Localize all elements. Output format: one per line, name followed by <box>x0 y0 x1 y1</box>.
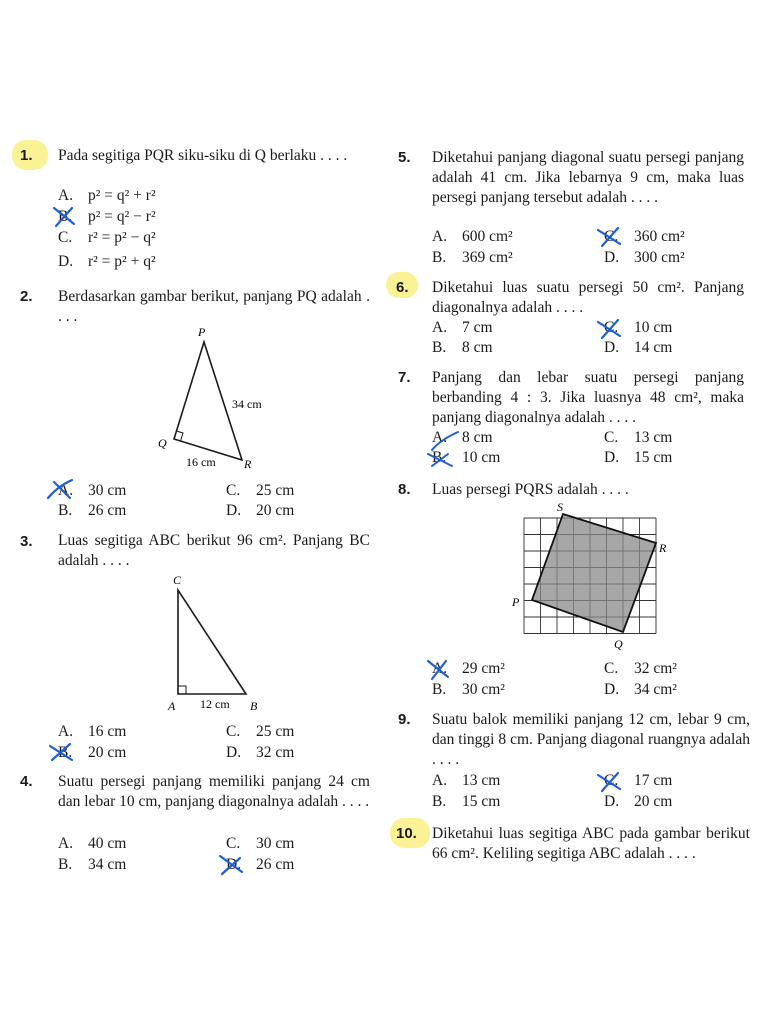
option-b[interactable] <box>432 792 500 812</box>
option-text: 13 cm <box>462 772 501 789</box>
option-b[interactable] <box>432 338 493 358</box>
option-letter: B. <box>58 744 73 761</box>
answer-cross-mark-icon <box>424 657 456 681</box>
option-letter: C. <box>226 835 241 852</box>
triangle-abc-figure <box>160 570 270 715</box>
answer-cross-mark-icon <box>594 316 626 340</box>
option-letter: C. <box>226 482 241 499</box>
option-d[interactable] <box>604 680 677 700</box>
question-stem: Luas persegi PQRS adalah . . . . <box>432 481 629 498</box>
answer-cross-mark-icon <box>422 426 468 468</box>
option-letter: D. <box>604 449 620 466</box>
question-number: 10. <box>396 825 417 842</box>
option-letter: B. <box>432 681 447 698</box>
question-stem: Diketahui luas segitiga ABC pada gambar berikut 66 cm². Keliling segitiga ABC adalah . . . . <box>432 825 750 862</box>
option-text: 40 cm <box>88 835 127 852</box>
option-a[interactable] <box>58 186 156 206</box>
question-stem: Panjang dan lebar suatu persegi panjang berbanding 4 : 3. Jika luasnya 48 cm², maka panjang diagonalnya adalah . . . . <box>432 369 744 426</box>
option-letter: B. <box>58 856 73 873</box>
option-letter: B. <box>58 208 73 225</box>
option-text: 30 cm² <box>462 681 505 698</box>
option-c[interactable] <box>226 834 294 854</box>
option-text: 20 cm <box>256 502 295 519</box>
option-text: 8 cm <box>462 339 493 356</box>
option-text: r² = p² − q² <box>88 229 156 246</box>
option-letter: D. <box>604 793 620 810</box>
answer-cross-mark-icon <box>594 224 626 248</box>
option-text: 26 cm <box>256 856 295 873</box>
option-letter: C. <box>604 319 619 336</box>
option-text: 10 cm <box>634 319 673 336</box>
option-text: 20 cm <box>88 744 127 761</box>
option-letter: C. <box>604 660 619 677</box>
option-letter: C. <box>604 429 619 446</box>
option-text: 8 cm <box>462 429 493 446</box>
option-a[interactable] <box>432 227 513 247</box>
question-number: 2. <box>20 288 33 305</box>
answer-cross-mark-icon <box>46 740 78 764</box>
option-letter: D. <box>226 856 242 873</box>
option-letter: A. <box>432 228 448 245</box>
option-c[interactable] <box>604 428 672 448</box>
option-letter: D. <box>604 339 620 356</box>
question-stem: Luas segitiga ABC berikut 96 cm². Panjang BC adalah . . . . <box>58 532 370 569</box>
option-text: 360 cm² <box>634 228 685 245</box>
option-text: 26 cm <box>88 502 127 519</box>
option-letter: B. <box>432 449 447 466</box>
option-text: 34 cm² <box>634 681 677 698</box>
option-text: 30 cm <box>88 482 127 499</box>
vertex-label-p: P <box>512 595 520 609</box>
option-a[interactable] <box>58 834 126 854</box>
option-text: 29 cm² <box>462 660 505 677</box>
option-text: r² = p² + q² <box>88 253 156 270</box>
option-text: 17 cm <box>634 772 673 789</box>
question-number: 1. <box>20 147 33 164</box>
base-length-label: 16 cm <box>186 455 216 469</box>
option-text: p² = q² + r² <box>88 187 156 204</box>
option-text: 7 cm <box>462 319 493 336</box>
option-text: 369 cm² <box>462 249 513 266</box>
question-number: 6. <box>396 279 409 296</box>
question-number: 3. <box>20 533 33 550</box>
answer-cross-mark-icon <box>216 852 248 876</box>
option-letter: C. <box>604 228 619 245</box>
option-a[interactable] <box>432 771 500 791</box>
option-letter: D. <box>226 744 242 761</box>
question-number: 4. <box>20 773 33 790</box>
option-d[interactable] <box>58 252 156 272</box>
option-d[interactable] <box>604 338 672 358</box>
option-letter: D. <box>226 502 242 519</box>
option-text: 20 cm <box>634 793 673 810</box>
option-d[interactable] <box>604 792 672 812</box>
vertex-label-q: Q <box>158 436 167 450</box>
vertex-label-r: R <box>659 541 667 555</box>
vertex-label-q: Q <box>614 637 623 651</box>
option-d[interactable] <box>604 248 685 268</box>
vertex-label-s: S <box>557 500 563 514</box>
option-letter: B. <box>58 502 73 519</box>
option-text: 32 cm² <box>634 660 677 677</box>
option-c[interactable] <box>226 722 294 742</box>
option-letter: D. <box>604 249 620 266</box>
option-text: p² = q² − r² <box>88 208 156 225</box>
option-letter: C. <box>604 772 619 789</box>
option-letter: A. <box>432 319 448 336</box>
option-letter: B. <box>432 249 447 266</box>
answer-cross-mark-icon <box>44 476 78 502</box>
option-d[interactable] <box>226 501 294 521</box>
option-letter: A. <box>432 429 448 446</box>
question-stem: Suatu persegi panjang memiliki panjang 24 cm dan lebar 10 cm, panjang diagonalnya adalah . . . . <box>58 773 370 810</box>
option-text: 300 cm² <box>634 249 685 266</box>
question-stem: Diketahui luas suatu persegi 50 cm². Panjang diagonalnya adalah . . . . <box>432 279 744 316</box>
option-letter: A. <box>58 187 74 204</box>
option-text: 14 cm <box>634 339 673 356</box>
option-letter: D. <box>58 253 74 270</box>
vertex-label-c: C <box>173 573 182 587</box>
option-text: 34 cm <box>88 856 127 873</box>
answer-cross-mark-icon <box>594 769 626 793</box>
option-letter: A. <box>58 723 74 740</box>
option-text: 15 cm <box>462 793 501 810</box>
hypotenuse-length-label: 34 cm <box>232 397 262 411</box>
vertex-label-r: R <box>244 457 252 471</box>
option-c[interactable] <box>604 659 677 679</box>
option-letter: A. <box>58 835 74 852</box>
option-letter: A. <box>432 772 448 789</box>
vertex-label-b: B <box>250 699 258 713</box>
option-text: 25 cm <box>256 723 295 740</box>
option-b[interactable] <box>58 855 126 875</box>
question-number: 9. <box>398 711 411 728</box>
option-d[interactable] <box>604 448 672 468</box>
option-letter: B. <box>432 339 447 356</box>
option-letter: C. <box>226 723 241 740</box>
vertex-label-p: P <box>198 325 206 339</box>
option-text: 13 cm <box>634 429 673 446</box>
answer-cross-mark-icon <box>50 204 80 228</box>
base-length-label: 12 cm <box>200 697 230 711</box>
triangle-pqr-figure <box>150 320 280 480</box>
option-a[interactable] <box>432 318 493 338</box>
square-pqrs <box>532 514 656 632</box>
question-stem: Berdasarkan gambar berikut, panjang PQ adalah . . . . <box>58 288 370 325</box>
option-c[interactable] <box>58 228 156 248</box>
option-text: 10 cm <box>462 449 501 466</box>
option-b[interactable] <box>58 501 126 521</box>
question-number: 5. <box>398 149 411 166</box>
question-number: 8. <box>398 481 411 498</box>
option-d[interactable] <box>226 743 294 763</box>
option-text: 30 cm <box>256 835 295 852</box>
option-text: 15 cm <box>634 449 673 466</box>
option-text: 16 cm <box>88 723 127 740</box>
triangle-abc <box>178 590 246 694</box>
option-text: 600 cm² <box>462 228 513 245</box>
option-letter: D. <box>604 681 620 698</box>
question-stem: Pada segitiga PQR siku-siku di Q berlaku . . . . <box>58 147 348 164</box>
option-b[interactable] <box>432 680 505 700</box>
option-text: 25 cm <box>256 482 295 499</box>
option-letter: C. <box>58 229 73 246</box>
option-a[interactable] <box>58 722 126 742</box>
question-stem: Diketahui panjang diagonal suatu persegi panjang adalah 41 cm. Jika lebarnya 9 cm, maka luas persegi panjang tersebut adalah . . . . <box>432 149 744 206</box>
option-letter: A. <box>432 660 448 677</box>
right-angle-marker <box>178 686 186 694</box>
option-c[interactable] <box>226 481 294 501</box>
vertex-label-a: A <box>168 699 176 713</box>
square-pqrs-grid-figure <box>506 498 678 654</box>
option-letter: B. <box>432 793 447 810</box>
option-text: 32 cm <box>256 744 295 761</box>
question-number: 7. <box>398 369 411 386</box>
option-b[interactable] <box>432 248 513 268</box>
option-letter: A. <box>58 482 74 499</box>
question-stem: Suatu balok memiliki panjang 12 cm, lebar 9 cm, dan tinggi 8 cm. Panjang diagonal ruangnya adalah . . . . <box>432 711 750 768</box>
